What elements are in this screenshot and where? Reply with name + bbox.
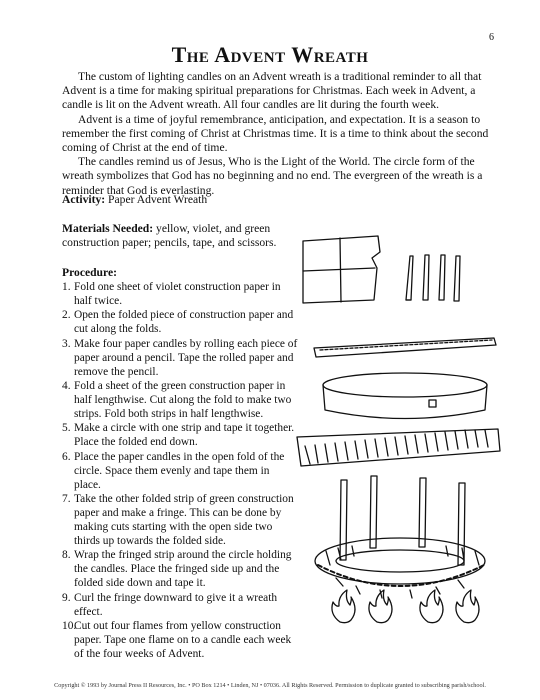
materials-text: yellow, violet, and green construction paper; pencils, tape, and scissors. <box>62 222 277 249</box>
step-text: Take the other folded strip of green construction paper and make a fringe. This can be done by making cuts starting with the open side two thirds up towards the folded side. <box>74 493 294 547</box>
flames-illustration <box>332 590 479 623</box>
step-number: 3. <box>62 337 71 350</box>
step-number: 5. <box>62 422 71 435</box>
flame-icon <box>332 590 355 623</box>
circle-band-illustration <box>323 373 487 419</box>
materials-label: Materials Needed: <box>62 222 154 235</box>
page-title: The Advent Wreath <box>171 42 369 67</box>
flame-icon <box>420 590 443 623</box>
rolled-candles-illustration <box>406 255 460 301</box>
step-number: 6. <box>62 450 71 463</box>
folded-strip-illustration <box>314 338 496 357</box>
step-text: Open the folded piece of construction paper and cut along the folds. <box>74 309 294 336</box>
intro-paragraph: The candles remind us of Jesus, Who is the Light of the World. The circle form of the wreath symbolizes that God has no beginning and no end. The evergreen of the wreath is a reminder that God is everlasting. <box>62 155 483 197</box>
activity-text: Paper Advent Wreath <box>108 193 208 206</box>
step-number: 8. <box>62 549 71 562</box>
step-number: 9. <box>62 591 71 604</box>
activity-label: Activity: <box>62 193 106 206</box>
flame-icon <box>369 590 392 623</box>
step-number: 4. <box>62 380 71 393</box>
step-text: Make four paper candles by rolling each piece of paper around a pencil. Tape the rolled paper and remove the pencil. <box>74 337 298 378</box>
step-text: Make a circle with one strip and tape it together. Place the folded end down. <box>74 422 295 449</box>
page-number: 6 <box>489 32 494 43</box>
step-number: 7. <box>62 493 71 506</box>
flame-icon <box>456 590 479 623</box>
step-text: Place the paper candles in the open fold of the circle. Space them evenly and tape them in place. <box>74 450 285 491</box>
finished-wreath-illustration <box>315 476 485 598</box>
step-text: Curl the fringe downward to give it a wreath effect. <box>74 591 278 618</box>
step-number: 2. <box>62 309 71 322</box>
step-text: Wrap the fringed strip around the circle holding the candles. Place the fringed side up and the folded side down and tape it. <box>74 549 292 590</box>
step-text: Fold a sheet of the green construction paper in half lengthwise. Cut along the fold to make two strips. Fold both strips in half lengthwise. <box>74 380 292 420</box>
fringed-strip-illustration <box>297 429 500 466</box>
step-number: 1. <box>62 281 71 293</box>
procedure-heading: Procedure: <box>62 266 117 279</box>
folded-paper-illustration <box>303 236 380 303</box>
intro-paragraph: The custom of lighting candles on an Advent wreath is a traditional reminder to all that Advent is a time for making spiritual preparations for Christmas. Each week in Advent, a candle is lit on the Advent wreath. All four candles are lit during the fourth week. <box>62 70 482 112</box>
step-text: Cut out four flames from yellow construction paper. Tape one flame on to a candle each week of the four weeks of Advent. <box>74 620 292 660</box>
step-text: Fold one sheet of violet construction paper in half twice. <box>74 281 281 307</box>
step-number: 10. <box>62 620 77 633</box>
intro-paragraph: Advent is a time of joyful remembrance, anticipation, and expectation. It is a season to remember the first coming of Christ at Christmas time. It is a time to think about the second coming of Christ at the end of time. <box>62 112 489 155</box>
copyright-footer: Copyright © 1993 by Journal Press II Resources, Inc. • PO Box 1214 • Linden, NJ • 07036. All Rights Reserved. Permission to duplicate granted to subscribing parish/school. <box>54 682 486 689</box>
